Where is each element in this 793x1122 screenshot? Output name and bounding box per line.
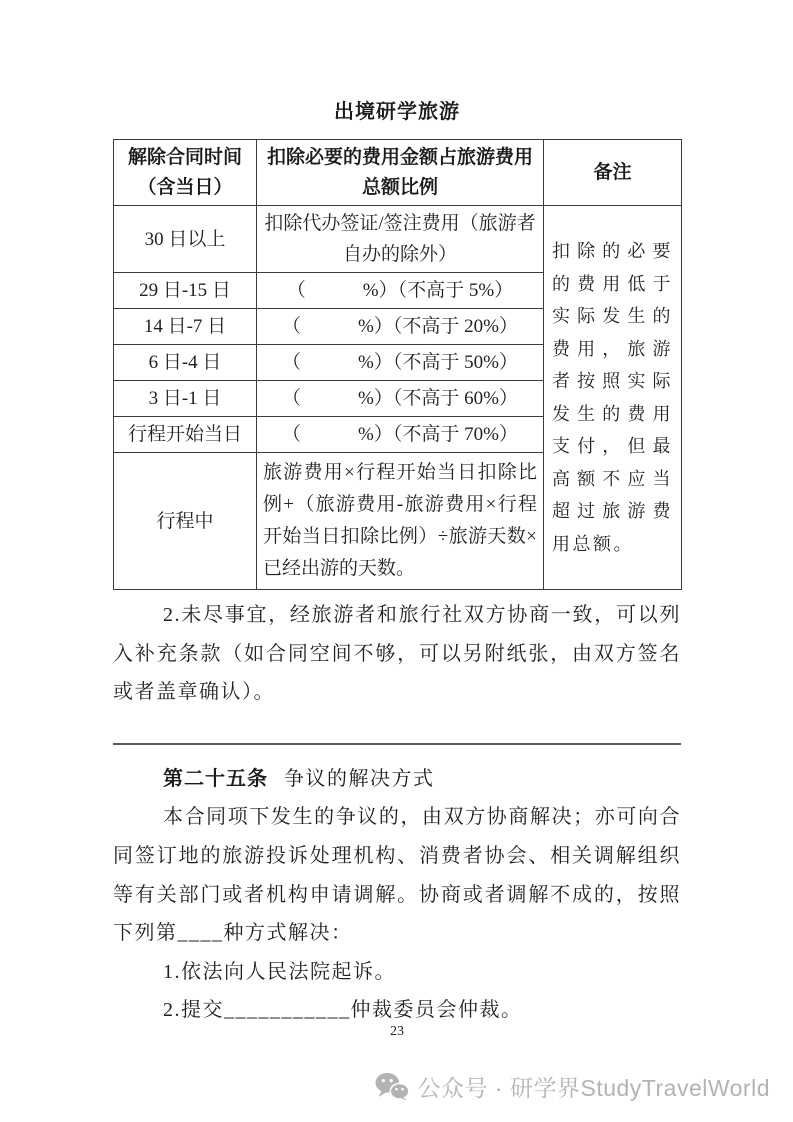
page-content xyxy=(113,0,681,1030)
wechat-icon xyxy=(375,1072,409,1101)
list-item-arbitration: 2.提交___________仲裁委员会仲裁。 xyxy=(163,999,523,1022)
header-cancel-time: 解除合同时间（含当日） xyxy=(114,140,257,206)
deduction-cell: （ %）（不高于 5%） xyxy=(257,273,544,309)
fee-deduction-table xyxy=(113,139,682,590)
footer-watermark xyxy=(375,1070,770,1103)
cancel-time-cell: 行程开始当日 xyxy=(114,417,257,453)
deduction-cell: （ %）（不高于 70%） xyxy=(257,417,544,453)
dispute-resolution-paragraph: 本合同项下发生的争议的，由双方协商解决；亦可向合同签订地的旅游投诉处理机构、消费者协会、相关调解组织等有关部门或者机构申请调解。协商或者调解不成的，按照下列第____种方式解决： xyxy=(113,806,681,945)
cancel-time-cell: 3 日-1 日 xyxy=(114,381,257,417)
table-header-row xyxy=(114,140,682,206)
clause-heading xyxy=(113,760,681,799)
table-row xyxy=(114,206,682,273)
cancel-time-cell: 29 日-15 日 xyxy=(114,273,257,309)
footer-label: 公众号 · 研学界StudyTravelWorld xyxy=(417,1075,770,1101)
cancel-time-cell: 6 日-4 日 xyxy=(114,345,257,381)
page-number: 23 xyxy=(390,1024,404,1039)
deduction-cell: （ %）（不高于 20%） xyxy=(257,309,544,345)
deduction-cell: 扣除代办签证/签注费用（旅游者自办的除外） xyxy=(257,206,544,273)
supplementary-clause-paragraph: 2.未尽事宜，经旅游者和旅行社双方协商一致，可以列入补充条款（如合同空间不够，可以另附纸张，由双方签名或者盖章确认）。 xyxy=(113,604,681,704)
document-title: 出境研学旅游 xyxy=(334,101,460,123)
header-remark: 备注 xyxy=(544,140,682,206)
clause-title: 争议的解决方式 xyxy=(284,767,435,790)
clause-number: 第二十五条 xyxy=(163,767,268,790)
deduction-cell: （ %）（不高于 50%） xyxy=(257,345,544,381)
cancel-time-cell: 14 日-7 日 xyxy=(114,309,257,345)
cancel-time-cell: 30 日以上 xyxy=(114,206,257,273)
deduction-formula-cell: 旅游费用×行程开始当日扣除比例+（旅游费用-旅游费用×行程开始当日扣除比例）÷旅游天数×已经出游的天数。 xyxy=(257,453,544,590)
remark-cell: 扣除的必要的费用低于实际发生的费用，旅游者按照实际发生的费用支付，但最高额不应当超过旅游费用总额。 xyxy=(544,206,682,590)
header-deduction-ratio: 扣除必要的费用金额占旅游费用总额比例 xyxy=(257,140,544,206)
deduction-cell: （ %）（不高于 60%） xyxy=(257,381,544,417)
section-divider xyxy=(113,743,681,745)
list-item-court: 1.依法向人民法院起诉。 xyxy=(163,960,396,983)
cancel-time-cell: 行程中 xyxy=(114,453,257,590)
